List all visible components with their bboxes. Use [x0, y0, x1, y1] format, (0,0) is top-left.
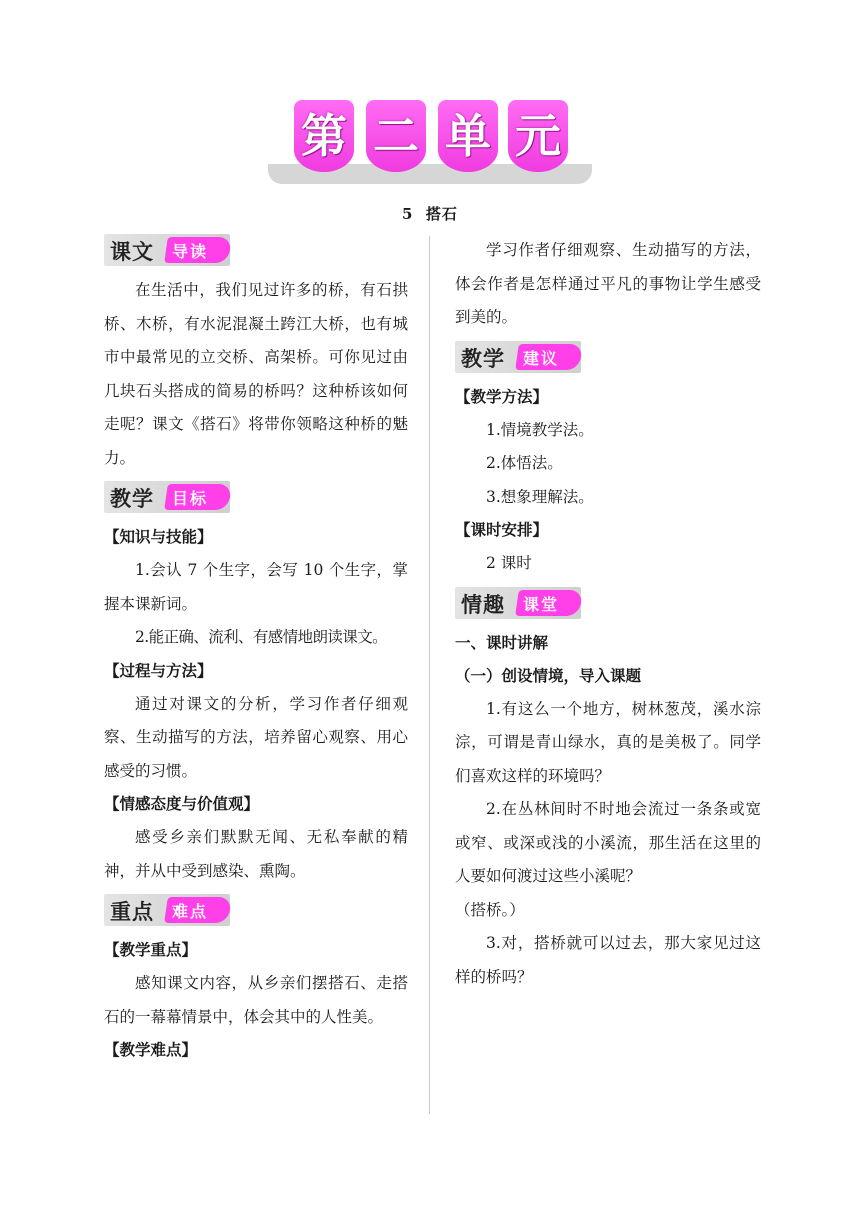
classroom-answer: （搭桥。）: [455, 900, 525, 919]
section-tag-sub: 目标: [172, 489, 209, 508]
section-tag-goals: [104, 481, 230, 513]
section-tag-sub: 建议: [523, 348, 560, 368]
heading-emotion: 【情感态度与价值观】: [104, 795, 260, 813]
difficult-point-paragraph: 学习作者仔细观察、生动描写的方法，体会作者是怎样通过平凡的事物让学生感受到美的。: [455, 241, 761, 326]
section-tag-focus: [104, 894, 230, 926]
schedule-value: 2 课时: [486, 554, 532, 572]
method-item: 1.情境教学法。: [486, 420, 594, 439]
key-point-paragraph: 感知课文内容，从乡亲们摆搭石、走搭石的一幕幕情景中，体会其中的人性美。: [104, 974, 408, 1026]
banner-char-2: 二: [366, 100, 426, 172]
left-column: [104, 234, 408, 1067]
section-tag-main: 重点: [110, 900, 154, 924]
emotion-paragraph: 感受乡亲们默默无闻、无私奉献的精神，并从中受到感染、熏陶。: [104, 828, 408, 880]
classroom-item: 1.有这么一个地方，树林葱茂，溪水淙淙，可谓是青山绿水，真的是美极了。同学们喜欢这样的环境吗？: [455, 699, 761, 785]
reading-paragraph: 在生活中，我们见过许多的桥，有石拱桥、木桥，有水泥混凝土跨江大桥，也有城市中最常见的立交桥、高架桥。可你见过由几块石头搭成的简易的桥吗？这种桥该如何走呢？课文《搭石》将带你领略这种桥的魅力。: [104, 281, 408, 467]
section-tag-main: 情趣: [461, 592, 505, 617]
section-tag-reading: [104, 234, 230, 266]
right-column: [455, 234, 761, 994]
section-tag-classroom: [455, 587, 581, 619]
section-tag-suggestion: [455, 341, 581, 373]
goal-item: 1.会认 7 个生字，会写 10 个生字，掌握本课新词。: [104, 561, 408, 613]
classroom-item: 2.在丛林间时不时地会流过一条条或宽或窄、或深或浅的小溪流，那生活在这里的人要如何渡过这些小溪呢？: [455, 800, 761, 885]
heading-knowledge: 【知识与技能】: [104, 528, 213, 546]
section-tag-main: 教学: [461, 346, 505, 371]
classroom-item: 3.对，搭桥就可以过去，那大家见过这样的桥吗？: [455, 934, 761, 986]
heading-method: 【教学方法】: [455, 387, 549, 406]
heading-lecture: 一、课时讲解: [455, 633, 549, 652]
section-tag-main: 课文: [110, 240, 154, 264]
section-tag-main: 教学: [110, 487, 154, 511]
section-tag-sub: 导读: [172, 242, 209, 261]
banner-char-1: 第: [294, 100, 354, 172]
banner-char-4: 元: [508, 100, 568, 172]
method-item: 2.体悟法。: [486, 454, 563, 472]
section-tag-sub: 难点: [172, 902, 209, 921]
unit-banner: [268, 98, 592, 188]
process-paragraph: 通过对课文的分析，学习作者仔细观察、生动描写的方法，培养留心观察、用心感受的习惯。: [104, 694, 408, 780]
column-divider: [429, 236, 430, 1114]
banner-char-3: 单: [438, 100, 498, 172]
section-tag-sub: 课堂: [523, 594, 560, 614]
goal-item: 2.能正确、流利、有感情地朗读课文。: [135, 628, 387, 646]
heading-process: 【过程与方法】: [104, 661, 213, 680]
heading-key-point: 【教学重点】: [104, 941, 198, 959]
lesson-title: 5 搭石: [402, 205, 458, 223]
heading-schedule: 【课时安排】: [455, 521, 549, 539]
method-item: 3.想象理解法。: [486, 487, 594, 506]
heading-difficult-point: 【教学难点】: [104, 1041, 198, 1059]
heading-intro: （一）创设情境，导入课题: [455, 666, 642, 685]
